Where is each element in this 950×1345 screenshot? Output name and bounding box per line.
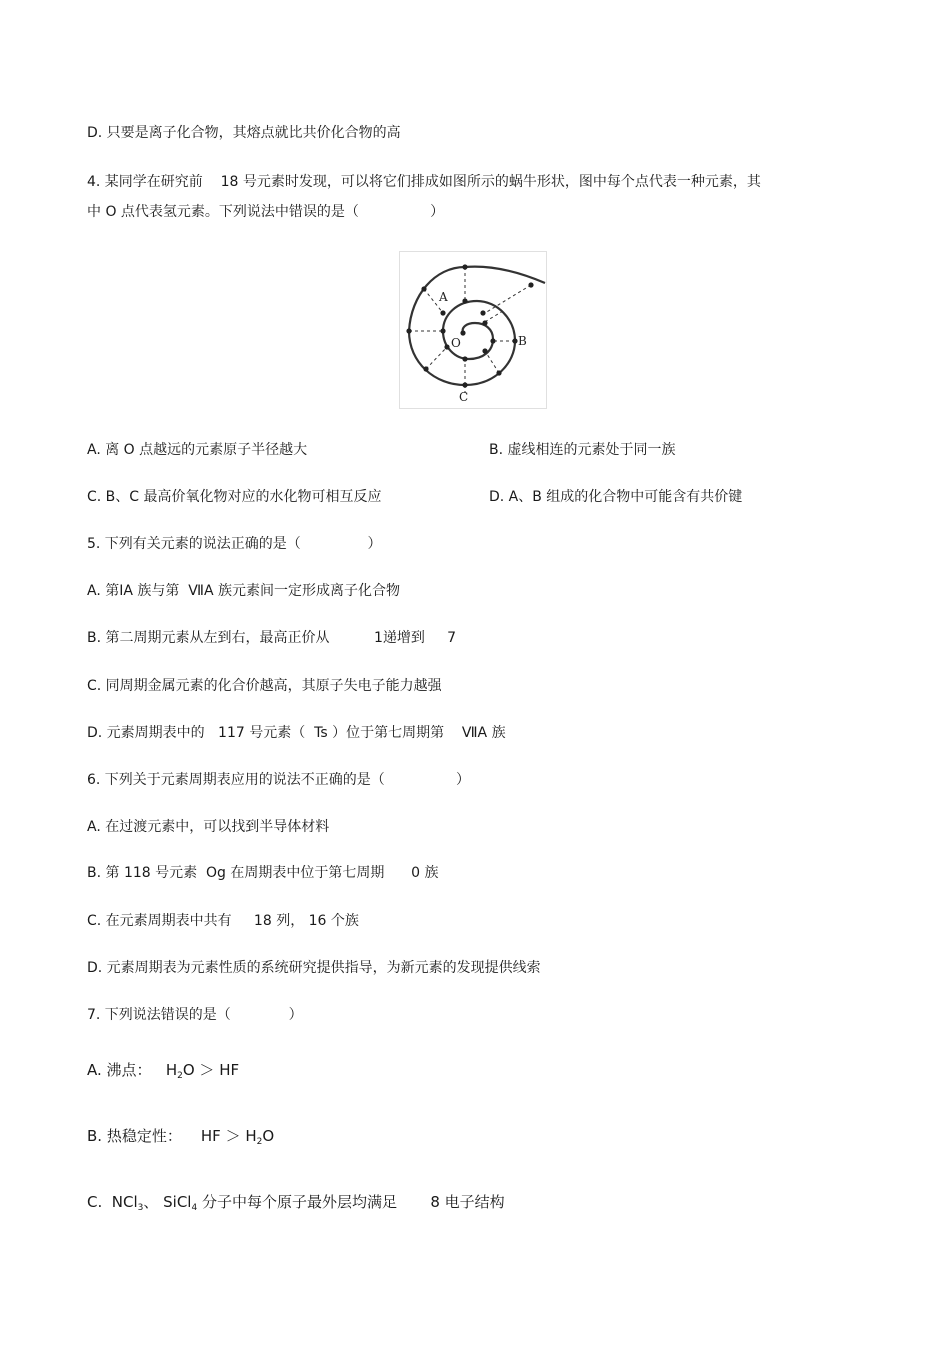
q6-stem: 6. 下列关于元素周期表应用的说法不正确的是（ ） (87, 772, 471, 788)
q7-stem: 7. 下列说法错误的是（ ） (87, 1007, 303, 1023)
q4-option-d: D. A、B 组成的化合物中可能含有共价键 (489, 489, 743, 505)
q7-option-b: B. 热稳定性： HF ＞ $H_2O$ (87, 1127, 275, 1147)
q7-option-c: C. NCl$_3$、 SiCl$_4$ 分子中每个原子最外层均满足 8 电子结构 (87, 1193, 505, 1213)
q6-option-d: D. 元素周期表为元素性质的系统研究提供指导，为新元素的发现提供线索 (87, 960, 541, 976)
q4-option-b: B. 虚线相连的元素处于同一族 (489, 442, 676, 458)
label-a: A (439, 290, 448, 304)
q5-option-c: C. 同周期金属元素的化合价越高，其原子失电子能力越强 (87, 678, 442, 694)
q4-option-c: C. B、C 最高价氧化物对应的水化物可相互反应 (87, 489, 382, 505)
q3-option-d: D. 只要是离子化合物，其熔点就比共价化合物的高 (87, 125, 401, 141)
label-c: C (459, 390, 469, 404)
q6-option-c: C. 在元素周期表中共有 18 列， 16 个族 (87, 913, 359, 929)
q5-option-b: B. 第二周期元素从左到右，最高正价从 1递增到 7 (87, 630, 457, 646)
q6-option-b: B. 第 118 号元素 Og 在周期表中位于第七周期 0 族 (87, 865, 439, 881)
snail-element-diagram (399, 251, 547, 409)
label-o: O (451, 336, 461, 350)
q5-option-d: D. 元素周期表中的 117 号元素（ Ts ）位于第七周期第 ⅦA 族 (87, 725, 506, 741)
q6-option-a: A. 在过渡元素中，可以找到半导体材料 (87, 819, 330, 835)
q4-stem-line1: 4. 某同学在研究前 18 号元素时发现，可以将它们排成如图所示的蜗牛形状，图中每个点代表一种元素，其 (87, 174, 761, 190)
q4-option-a: A. 离 O 点越远的元素原子半径越大 (87, 442, 308, 458)
q4-stem-line2: 中 O 点代表氢元素。下列说法中错误的是（ ） (87, 204, 445, 220)
q5-option-a: A. 第ⅠA 族与第 ⅦA 族元素间一定形成离子化合物 (87, 583, 400, 599)
label-b: B (518, 334, 527, 348)
q5-stem: 5. 下列有关元素的说法正确的是（ ） (87, 536, 382, 552)
q7-option-a: A. 沸点： $H_2O$ ＞ HF (87, 1061, 240, 1081)
